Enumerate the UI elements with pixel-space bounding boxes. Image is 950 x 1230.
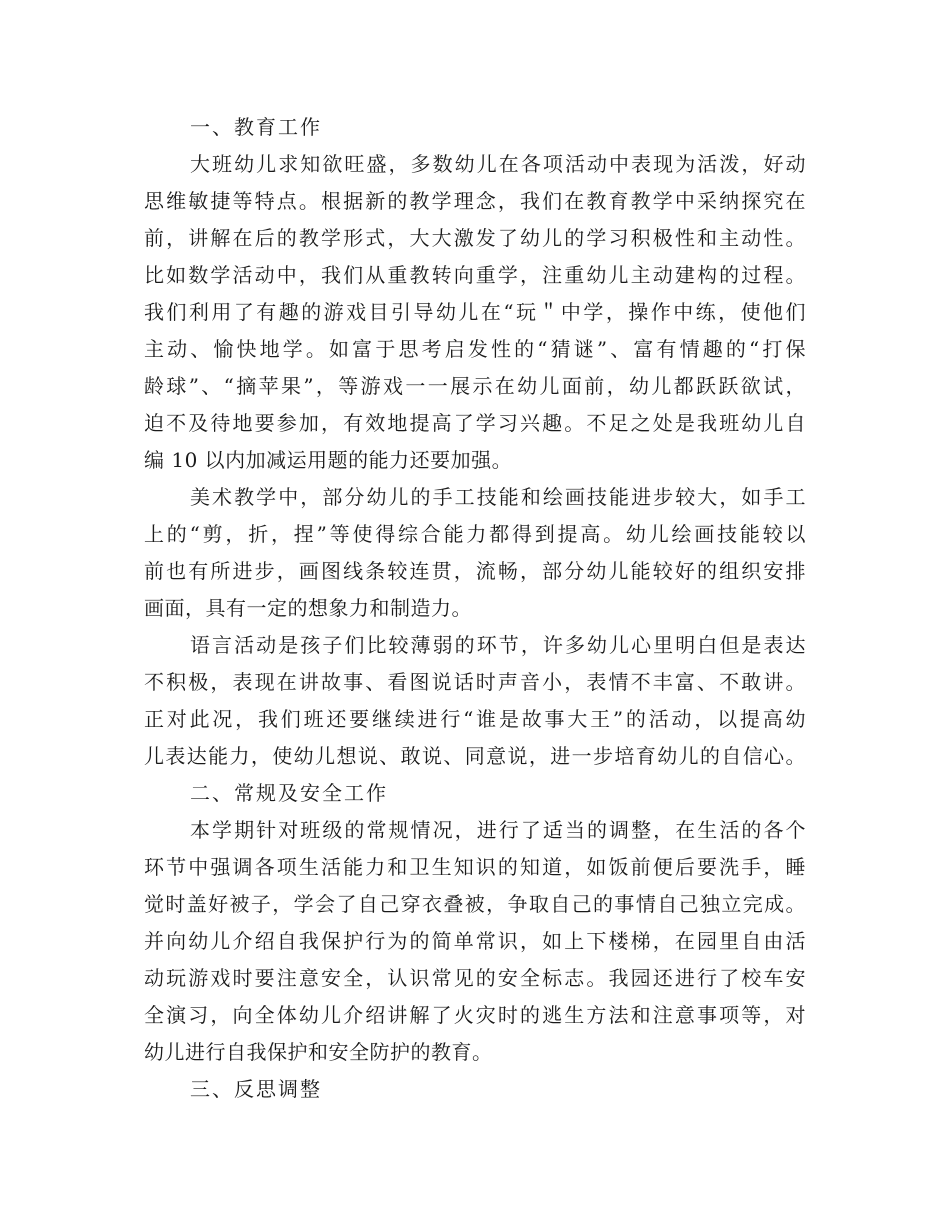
paragraph-line: 正对此况，我们班还要继续进行“谁是故事大王”的活动，以提高幼 <box>144 707 806 731</box>
paragraph-line: 迫不及待地要参加，有效地提高了学习兴趣。不足之处是我班幼儿自 <box>144 411 806 435</box>
section-heading-routine-safety: 二、常规及安全工作 <box>190 781 388 805</box>
paragraph-line: 上的“剪，折，捏”等使得综合能力都得到提高。幼儿绘画技能较以 <box>144 522 806 546</box>
paragraph-line: 画面，具有一定的想象力和制造力。 <box>144 596 472 620</box>
paragraph-line: 我们利用了有趣的游戏目引导幼儿在“玩＂中学，操作中练，使他们 <box>144 300 806 324</box>
section-heading-reflection: 三、反思调整 <box>190 1077 322 1101</box>
paragraph-line: 大班幼儿求知欲旺盛，多数幼儿在各项活动中表现为活泼，好动 <box>190 152 806 176</box>
paragraph-line: 语言活动是孩子们比较薄弱的环节，许多幼儿心里明白但是表达 <box>190 633 806 657</box>
paragraph-line: 龄球”、“摘苹果”，等游戏一一展示在幼儿面前，幼儿都跃跃欲试， <box>144 374 806 398</box>
paragraph-line: 环节中强调各项生活能力和卫生知识的知道，如饭前便后要洗手，睡 <box>144 855 806 879</box>
paragraph-line: 思维敏捷等特点。根据新的教学理念，我们在教育教学中采纳探究在 <box>144 189 806 213</box>
paragraph-line: 并向幼儿介绍自我保护行为的简单常识，如上下楼梯，在园里自由活 <box>144 929 806 953</box>
paragraph-line: 编 10 以内加减运用题的能力还要加强。 <box>144 448 513 472</box>
section-heading-education: 一、教育工作 <box>190 115 322 139</box>
paragraph-line: 觉时盖好被子，学会了自己穿衣叠被，争取自己的事情自己独立完成。 <box>144 892 806 916</box>
paragraph-line: 不积极，表现在讲故事、看图说话时声音小，表情不丰富、不敢讲。 <box>144 670 806 694</box>
paragraph-line: 儿表达能力，使幼儿想说、敢说、同意说，进一步培育幼儿的自信心。 <box>144 744 806 768</box>
paragraph-line: 比如数学活动中，我们从重教转向重学，注重幼儿主动建构的过程。 <box>144 263 806 287</box>
paragraph-line: 动玩游戏时要注意安全，认识常见的安全标志。我园还进行了校车安 <box>144 966 806 990</box>
paragraph-line: 前也有所进步，画图线条较连贯，流畅，部分幼儿能较好的组织安排 <box>144 559 806 583</box>
paragraph-line: 美术教学中，部分幼儿的手工技能和绘画技能进步较大，如手工 <box>190 485 806 509</box>
paragraph-line: 前，讲解在后的教学形式，大大激发了幼儿的学习积极性和主动性。 <box>144 226 806 250</box>
paragraph-line: 主动、愉快地学。如富于思考启发性的“猜谜”、富有情趣的“打保 <box>144 337 806 361</box>
paragraph-line: 幼儿进行自我保护和安全防护的教育。 <box>144 1040 493 1064</box>
paragraph-line: 全演习，向全体幼儿介绍讲解了火灾时的逃生方法和注意事项等，对 <box>144 1003 806 1027</box>
paragraph-line: 本学期针对班级的常规情况，进行了适当的调整，在生活的各个 <box>190 818 806 842</box>
